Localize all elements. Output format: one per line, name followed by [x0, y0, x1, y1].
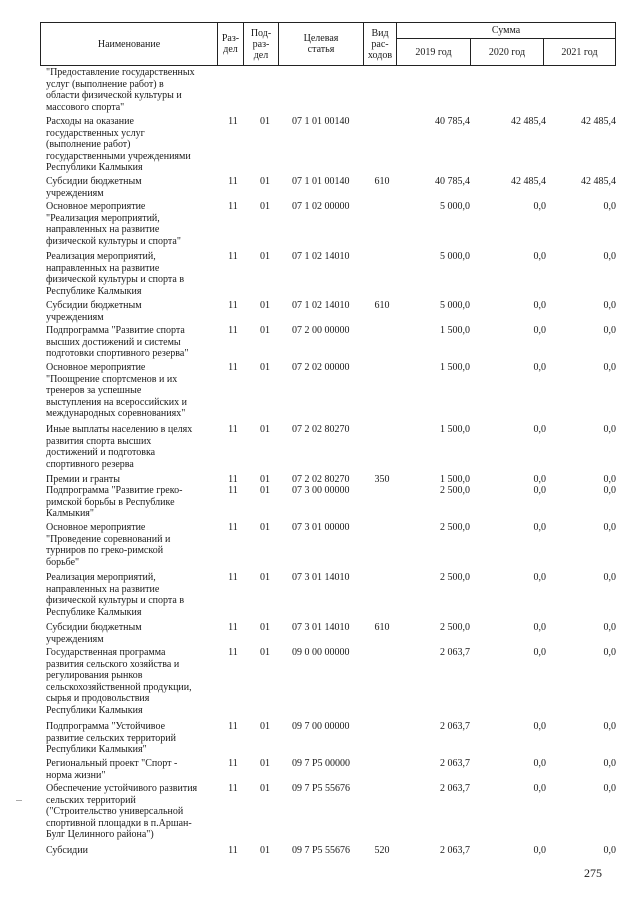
- row-sum-2021: 0,0: [603, 758, 616, 769]
- row-sum-2019: 40 785,4: [435, 176, 470, 187]
- row-razdel: 11: [228, 647, 238, 658]
- row-sum-2021: 0,0: [603, 201, 616, 212]
- row-name: Реализация мероприятий, направленных на развитие физической культуры и спорта в Республике Калмыкия: [46, 572, 185, 618]
- row-sum-2019: 2 500,0: [440, 572, 470, 583]
- row-podrazdel: 01: [260, 485, 270, 496]
- header-vid: Вид рас- ходов: [363, 22, 397, 66]
- row-sum-2020: 0,0: [533, 721, 546, 732]
- row-podrazdel: 01: [260, 783, 270, 794]
- row-podrazdel: 01: [260, 116, 270, 127]
- row-razdel: 11: [228, 300, 238, 311]
- row-vid: 610: [374, 176, 390, 187]
- row-statya: 09 7 P5 55676: [292, 783, 351, 794]
- row-sum-2021: 42 485,4: [581, 116, 616, 127]
- row-sum-2020: 0,0: [533, 758, 546, 769]
- row-sum-2021: 0,0: [603, 424, 616, 435]
- row-sum-2021: 0,0: [603, 647, 616, 658]
- row-sum-2019: 2 063,7: [440, 647, 470, 658]
- row-statya: 07 3 01 00000: [292, 522, 350, 533]
- row-podrazdel: 01: [260, 300, 270, 311]
- row-razdel: 11: [228, 522, 238, 533]
- row-name: Основное мероприятие "Поощрение спортсменов и их тренеров за успешные выступления на всероссийских и международных соревнованиях": [46, 362, 187, 420]
- row-razdel: 11: [228, 176, 238, 187]
- row-statya: 07 1 02 00000: [292, 201, 350, 212]
- row-statya: 09 0 00 00000: [292, 647, 350, 658]
- row-razdel: 11: [228, 474, 238, 485]
- header-name: Наименование: [40, 22, 218, 66]
- scan-mark: [16, 800, 22, 801]
- row-statya: 07 1 02 14010: [292, 251, 350, 262]
- row-vid: 610: [374, 622, 390, 633]
- row-name: Подпрограмма "Устойчивое развитие сельских территорий Республики Калмыкия": [46, 721, 176, 756]
- row-sum-2019: 2 500,0: [440, 622, 470, 633]
- row-statya: 09 7 P5 55676: [292, 845, 351, 856]
- row-podrazdel: 01: [260, 474, 270, 485]
- row-sum-2021: 42 485,4: [581, 176, 616, 187]
- row-sum-2021: 0,0: [603, 251, 616, 262]
- row-sum-2020: 0,0: [533, 300, 546, 311]
- row-name: Иные выплаты населению в целях развития спорта высших достижений и подготовка спортивного резерва: [46, 424, 193, 470]
- row-name: Подпрограмма "Развитие спорта высших достижений и системы подготовки спортивного резерва": [46, 325, 189, 360]
- row-statya: 07 2 00 00000: [292, 325, 350, 336]
- row-sum-2021: 0,0: [603, 845, 616, 856]
- row-name: Региональный проект "Спорт - норма жизни": [46, 758, 178, 781]
- row-name: Реализация мероприятий, направленных на развитие физической культуры и спорта в Республике Калмыкия: [46, 251, 185, 297]
- row-name: Субсидии бюджетным учреждениям: [46, 622, 142, 645]
- row-sum-2021: 0,0: [603, 474, 616, 485]
- row-razdel: 11: [228, 622, 238, 633]
- row-sum-2020: 0,0: [533, 325, 546, 336]
- row-sum-2020: 0,0: [533, 647, 546, 658]
- row-sum-2019: 1 500,0: [440, 474, 470, 485]
- row-razdel: 11: [228, 485, 238, 496]
- row-sum-2019: 1 500,0: [440, 424, 470, 435]
- row-sum-2019: 40 785,4: [435, 116, 470, 127]
- row-podrazdel: 01: [260, 622, 270, 633]
- page-number: 275: [584, 866, 602, 880]
- row-name: Государственная программа развития сельского хозяйства и регулирования рынков сельскохозяйственной продукции, сырья и продовольствия Республики Калмыкия: [46, 647, 192, 716]
- row-sum-2019: 2 063,7: [440, 721, 470, 732]
- row-statya: 09 7 00 00000: [292, 721, 350, 732]
- row-statya: 07 1 01 00140: [292, 176, 350, 187]
- row-razdel: 11: [228, 201, 238, 212]
- row-razdel: 11: [228, 783, 238, 794]
- row-sum-2020: 0,0: [533, 485, 546, 496]
- row-statya: 07 2 02 80270: [292, 474, 350, 485]
- header-2019: 2019 год: [396, 38, 471, 66]
- row-razdel: 11: [228, 424, 238, 435]
- row-name: Обеспечение устойчивого развития сельских территорий ("Строительство универсальной спортивной площадки в п.Аршан- Булг Целинного района"): [46, 783, 198, 841]
- header-razdel: Раз- дел: [217, 22, 244, 66]
- row-sum-2021: 0,0: [603, 721, 616, 732]
- row-name: Субсидии бюджетным учреждениям: [46, 300, 142, 323]
- row-statya: 07 2 02 80270: [292, 424, 350, 435]
- row-podrazdel: 01: [260, 251, 270, 262]
- row-sum-2021: 0,0: [603, 622, 616, 633]
- row-sum-2019: 2 063,7: [440, 758, 470, 769]
- row-sum-2020: 42 485,4: [511, 116, 546, 127]
- row-podrazdel: 01: [260, 572, 270, 583]
- row-sum-2019: 2 063,7: [440, 845, 470, 856]
- row-name: Премии и гранты: [46, 474, 121, 485]
- row-razdel: 11: [228, 721, 238, 732]
- row-razdel: 11: [228, 251, 238, 262]
- row-sum-2019: 1 500,0: [440, 325, 470, 336]
- row-razdel: 11: [228, 116, 238, 127]
- row-vid: 610: [374, 300, 390, 311]
- row-podrazdel: 01: [260, 721, 270, 732]
- row-name: Основное мероприятие "Реализация мероприятий, направленных на развитие физической культуры и спорта": [46, 201, 181, 247]
- row-sum-2020: 0,0: [533, 424, 546, 435]
- row-sum-2021: 0,0: [603, 325, 616, 336]
- row-sum-2020: 0,0: [533, 522, 546, 533]
- row-vid: 350: [374, 474, 390, 485]
- row-name: "Предоставление государственных услуг (выполнение работ) в области физической культуры и массового спорта": [46, 67, 195, 113]
- row-sum-2021: 0,0: [603, 572, 616, 583]
- row-sum-2019: 5 000,0: [440, 201, 470, 212]
- row-podrazdel: 01: [260, 647, 270, 658]
- row-sum-2020: 0,0: [533, 845, 546, 856]
- row-sum-2021: 0,0: [603, 485, 616, 496]
- row-sum-2021: 0,0: [603, 362, 616, 373]
- row-sum-2020: 0,0: [533, 474, 546, 485]
- row-razdel: 11: [228, 572, 238, 583]
- row-podrazdel: 01: [260, 325, 270, 336]
- row-sum-2021: 0,0: [603, 783, 616, 794]
- row-sum-2020: 0,0: [533, 572, 546, 583]
- header-2020: 2020 год: [470, 38, 544, 66]
- row-podrazdel: 01: [260, 522, 270, 533]
- row-name: Субсидии: [46, 845, 88, 856]
- row-statya: 07 2 02 00000: [292, 362, 350, 373]
- row-podrazdel: 01: [260, 201, 270, 212]
- row-sum-2020: 0,0: [533, 622, 546, 633]
- row-sum-2019: 5 000,0: [440, 251, 470, 262]
- row-sum-2020: 42 485,4: [511, 176, 546, 187]
- row-razdel: 11: [228, 362, 238, 373]
- row-sum-2019: 2 500,0: [440, 485, 470, 496]
- row-podrazdel: 01: [260, 362, 270, 373]
- row-sum-2019: 5 000,0: [440, 300, 470, 311]
- row-statya: 07 3 00 00000: [292, 485, 350, 496]
- header-2021: 2021 год: [543, 38, 616, 66]
- row-statya: 09 7 P5 00000: [292, 758, 351, 769]
- row-sum-2020: 0,0: [533, 251, 546, 262]
- header-statya: Целевая статья: [278, 22, 364, 66]
- row-podrazdel: 01: [260, 758, 270, 769]
- row-sum-2021: 0,0: [603, 300, 616, 311]
- row-name: Основное мероприятие "Проведение соревнований и турниров по греко-римской борьбе": [46, 522, 171, 568]
- row-sum-2019: 1 500,0: [440, 362, 470, 373]
- row-statya: 07 3 01 14010: [292, 622, 350, 633]
- row-statya: 07 1 01 00140: [292, 116, 350, 127]
- row-sum-2021: 0,0: [603, 522, 616, 533]
- row-sum-2019: 2 063,7: [440, 783, 470, 794]
- row-name: Расходы на оказание государственных услуг (выполнение работ) государственными учреждениями Республики Калмыкия: [46, 116, 191, 174]
- row-podrazdel: 01: [260, 845, 270, 856]
- row-podrazdel: 01: [260, 176, 270, 187]
- header-summa: Сумма: [396, 22, 616, 39]
- row-sum-2020: 0,0: [533, 201, 546, 212]
- row-statya: 07 3 01 14010: [292, 572, 350, 583]
- row-sum-2020: 0,0: [533, 362, 546, 373]
- row-podrazdel: 01: [260, 424, 270, 435]
- row-name: Субсидии бюджетным учреждениям: [46, 176, 142, 199]
- row-sum-2019: 2 500,0: [440, 522, 470, 533]
- row-name: Подпрограмма "Развитие греко- римской борьбы в Республике Калмыкия": [46, 485, 183, 520]
- row-razdel: 11: [228, 325, 238, 336]
- row-statya: 07 1 02 14010: [292, 300, 350, 311]
- row-razdel: 11: [228, 845, 238, 856]
- row-razdel: 11: [228, 758, 238, 769]
- row-sum-2020: 0,0: [533, 783, 546, 794]
- header-podrazdel: Под- раз- дел: [243, 22, 279, 66]
- row-vid: 520: [374, 845, 390, 856]
